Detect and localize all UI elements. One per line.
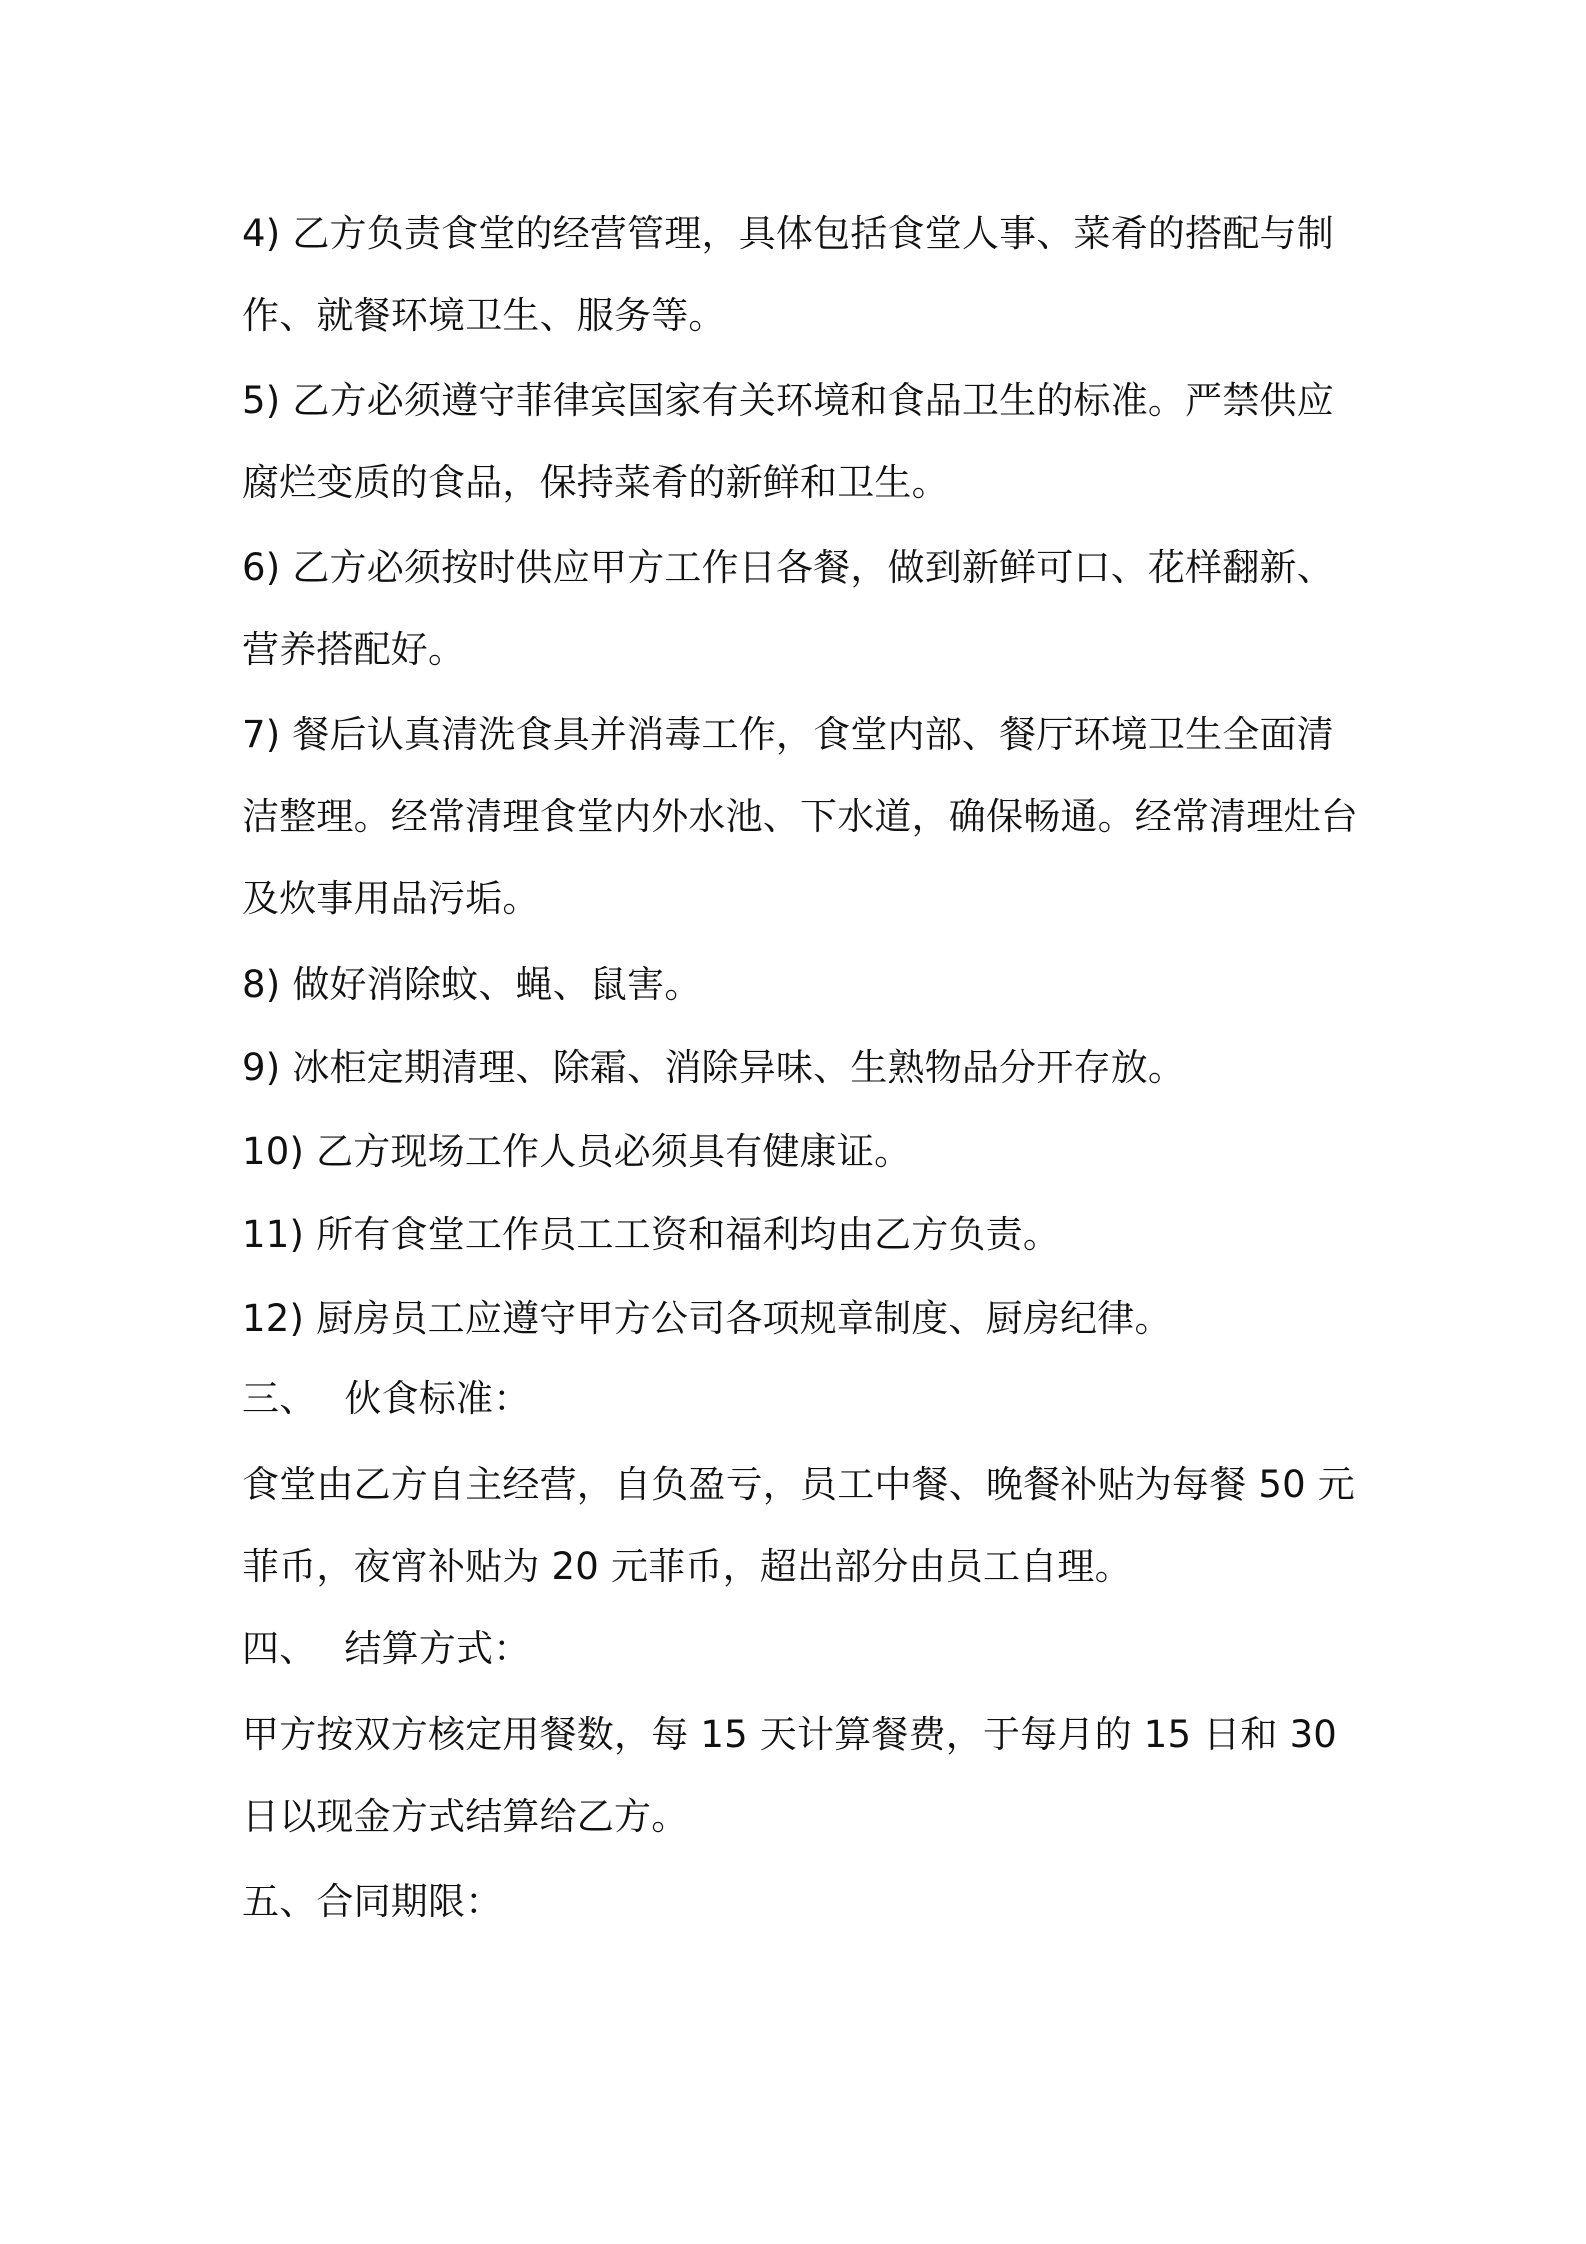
section-5-heading: 五、合同期限： bbox=[242, 1880, 503, 1923]
item-9: 9) 冰柜定期清理、除霜、消除异味、生熟物品分开存放。 bbox=[242, 1046, 1186, 1089]
section-3-heading-num: 三、 bbox=[242, 1377, 317, 1420]
item-7-line-2: 洁整理。经常清理食堂内外水池、下水道，确保畅通。经常清理灶台 bbox=[242, 795, 1358, 838]
item-12: 12) 厨房员工应遵守甲方公司各项规章制度、厨房纪律。 bbox=[242, 1297, 1172, 1340]
item-6-line-2: 营养搭配好。 bbox=[242, 628, 466, 671]
item-10: 10) 乙方现场工作人员必须具有健康证。 bbox=[242, 1130, 912, 1173]
item-5-line-1: 5) 乙方必须遵守菲律宾国家有关环境和食品卫生的标准。严禁供应 bbox=[242, 379, 1334, 422]
section-3-para-line-1: 食堂由乙方自主经营，自负盈亏，员工中餐、晚餐补贴为每餐 50 元 bbox=[242, 1463, 1356, 1506]
section-3-heading-text: 伙食标准： bbox=[344, 1377, 531, 1420]
item-4-line-2: 作、就餐环境卫生、服务等。 bbox=[242, 294, 726, 337]
item-6-line-1: 6) 乙方必须按时供应甲方工作日各餐，做到新鲜可口、花样翻新、 bbox=[242, 546, 1334, 589]
item-5-line-2: 腐烂变质的食品，保持菜肴的新鲜和卫生。 bbox=[242, 461, 949, 504]
section-4-heading bbox=[242, 1627, 1362, 1671]
section-3-para-line-2: 菲币，夜宵补贴为 20 元菲币，超出部分由员工自理。 bbox=[242, 1545, 1132, 1588]
section-4-heading-num: 四、 bbox=[242, 1627, 317, 1670]
section-4-heading-text: 结算方式： bbox=[344, 1627, 531, 1670]
section-3-heading bbox=[242, 1377, 1362, 1421]
section-4-para-line-2: 日以现金方式结算给乙方。 bbox=[242, 1795, 689, 1838]
item-11: 11) 所有食堂工作员工工资和福利均由乙方负责。 bbox=[242, 1213, 1061, 1256]
section-4-para-line-1: 甲方按双方核定用餐数，每 15 天计算餐费，于每月的 15 日和 30 bbox=[242, 1713, 1338, 1756]
item-4-line-1: 4) 乙方负责食堂的经营管理，具体包括食堂人事、菜肴的搭配与制 bbox=[242, 212, 1334, 255]
item-8: 8) 做好消除蚊、蝇、鼠害。 bbox=[242, 963, 702, 1006]
item-7-line-1: 7) 餐后认真清洗食具并消毒工作，食堂内部、餐厅环境卫生全面清 bbox=[242, 713, 1334, 756]
item-7-line-3: 及炊事用品污垢。 bbox=[242, 877, 540, 920]
